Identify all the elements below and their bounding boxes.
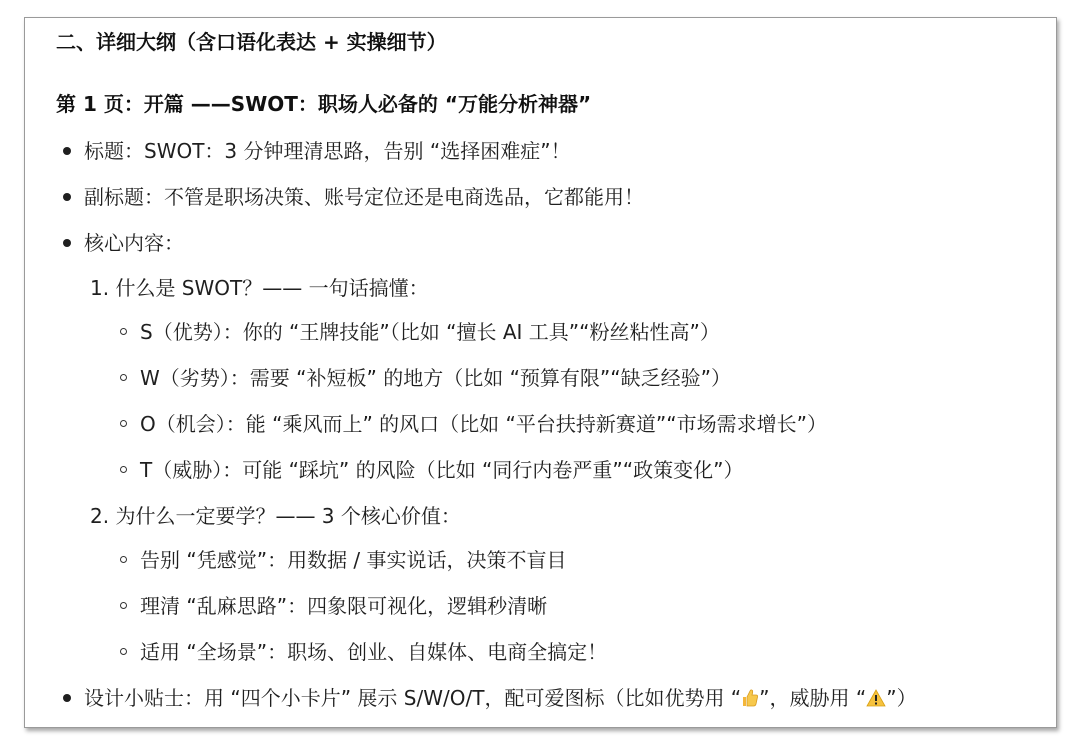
warning-icon: [866, 687, 886, 707]
design-tip-item: [84, 684, 917, 712]
swot-o-item: O（机会）：能 “乘风而上” 的风口（比如 “平台扶持新赛道”“市场需求增长”）: [140, 412, 827, 436]
title-item: 标题：SWOT：3 分钟理清思路，告别 “选择困难症”！: [84, 139, 571, 163]
subtitle-item: 副标题：不管是职场决策、账号定位还是电商选品，它都能用！: [84, 185, 644, 209]
bullet-circle: [120, 602, 127, 609]
bullet-dot: [63, 147, 71, 155]
value-item-2: 理清 “乱麻思路”：四象限可视化，逻辑秒清晰: [140, 594, 548, 618]
thumbs-up-icon: [741, 687, 759, 707]
swot-s-item: S（优势）：你的 “王牌技能”（比如 “擅长 AI 工具”“粉丝粘性高”）: [140, 320, 720, 344]
numbered-item-why-learn: 2. 为什么一定要学？—— 3 个核心价值：: [90, 504, 461, 528]
value-item-1: 告别 “凭感觉”：用数据 / 事实说话，决策不盲目: [140, 548, 567, 572]
design-tip-middle: ”，威胁用 “: [759, 686, 867, 710]
bullet-dot: [63, 193, 71, 201]
numbered-item-what-is-swot: 1. 什么是 SWOT？—— 一句话搞懂：: [90, 276, 429, 300]
swot-w-item: W（劣势）：需要 “补短板” 的地方（比如 “预算有限”“缺乏经验”）: [140, 366, 732, 390]
value-item-3: 适用 “全场景”：职场、创业、自媒体、电商全搞定！: [140, 640, 608, 664]
bullet-circle: [120, 466, 127, 473]
page-heading: 第 1 页：开篇 ——SWOT：职场人必备的 “万能分析神器”: [56, 92, 592, 116]
section-title: 二、详细大纲（含口语化表达 + 实操细节）: [56, 30, 447, 54]
design-tip-prefix: 设计小贴士：用 “四个小卡片” 展示 S/W/O/T，配可爱图标（比如优势用 “: [84, 686, 742, 710]
bullet-circle: [120, 420, 127, 427]
swot-t-item: T（威胁）：可能 “踩坑” 的风险（比如 “同行内卷严重”“政策变化”）: [140, 458, 744, 482]
core-content-label: 核心内容：: [84, 231, 184, 255]
bullet-circle: [120, 648, 127, 655]
bullet-circle: [120, 556, 127, 563]
bullet-circle: [120, 328, 127, 335]
bullet-dot: [63, 694, 71, 702]
design-tip-suffix: ”）: [886, 686, 917, 710]
bullet-circle: [120, 374, 127, 381]
bullet-dot: [63, 239, 71, 247]
